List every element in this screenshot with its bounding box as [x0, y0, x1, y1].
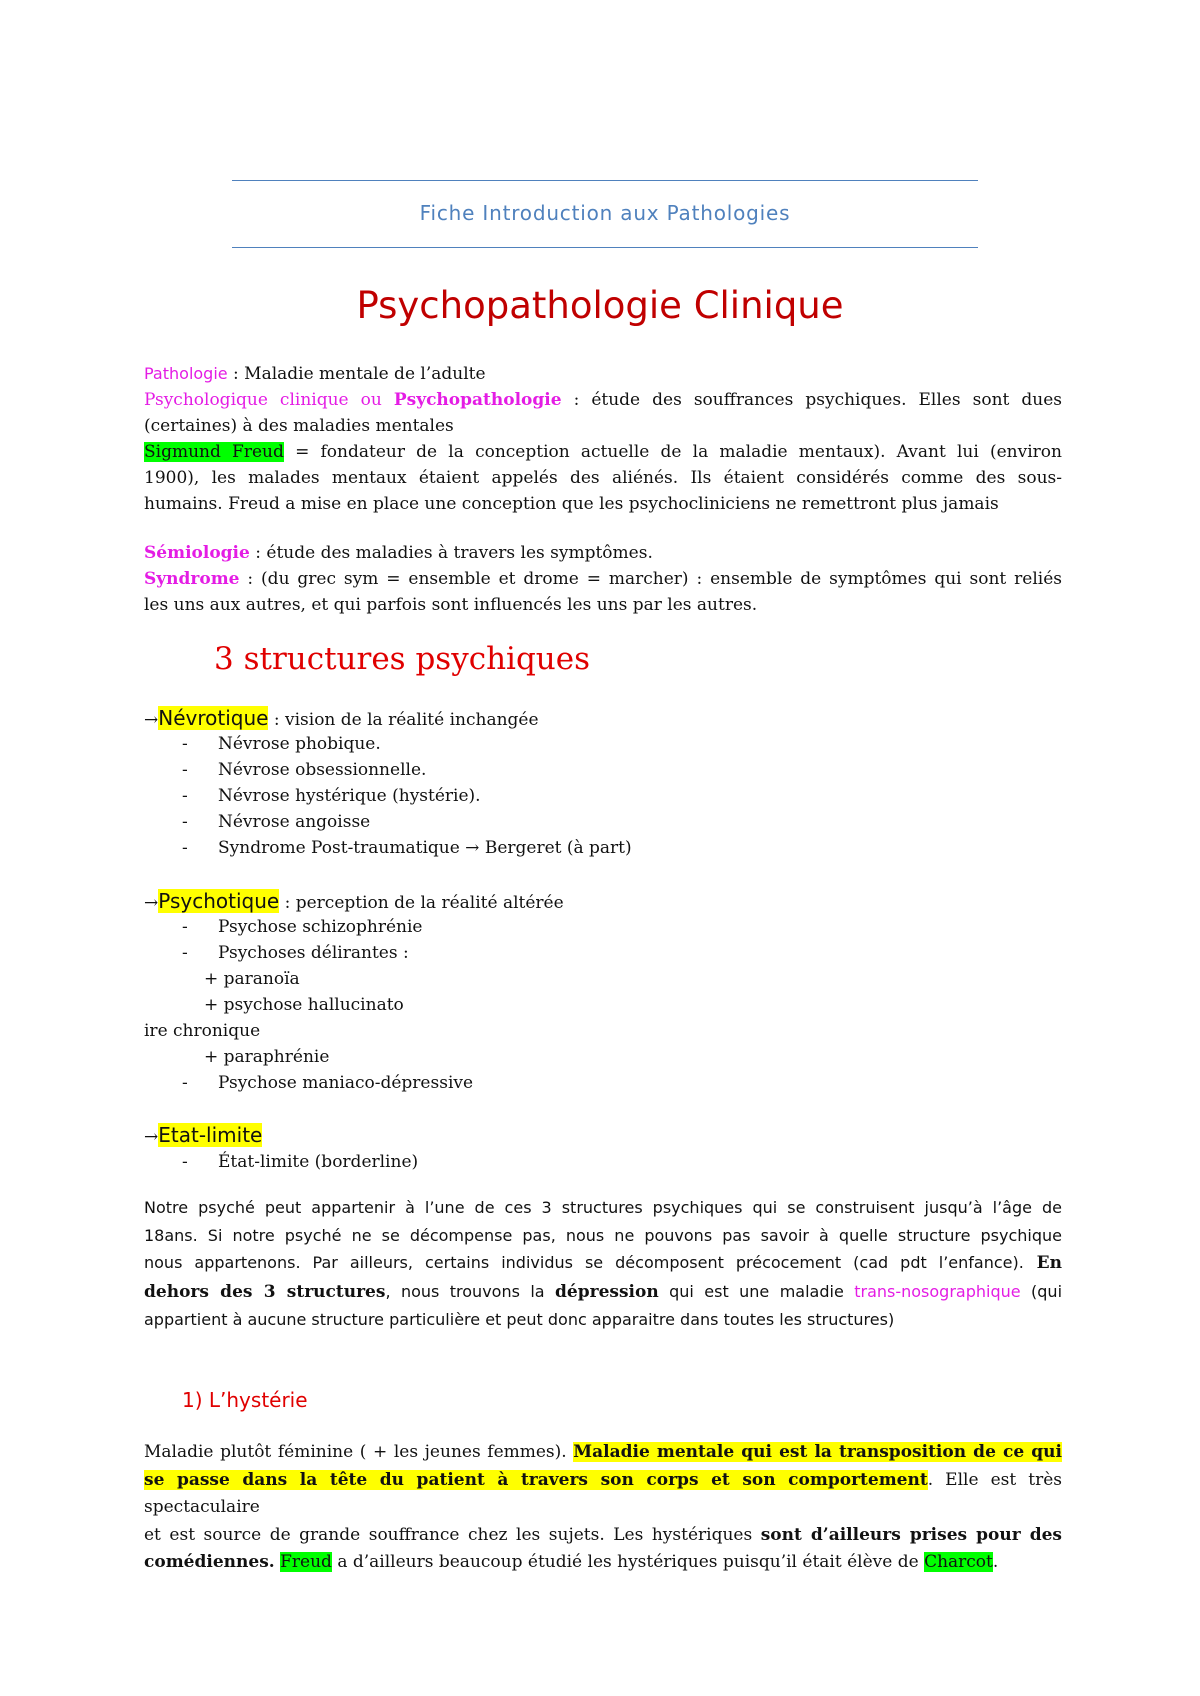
- structure-psychotique: →Psychotique : perception de la réalité altérée: [144, 889, 564, 913]
- definition-psychopathologie: Psychologique clinique ou Psychopathologie : étude des souffrances psychiques. Elles sont dues (certaines) à des maladies mentales: [144, 390, 1062, 436]
- list-item: - Psychoses délirantes :: [182, 943, 409, 963]
- structure-nevrotique: →Névrotique : vision de la réalité inchangée: [144, 706, 539, 730]
- structures-heading: 3 structures psychiques: [214, 641, 591, 677]
- structures-paragraph: Notre psyché peut appartenir à l’une de ces 3 structures psychiques qui se construisent jusqu’à l’âge de 18ans. Si notre psyché ne se décompense pas, nous ne pouvons pas savoir à quelle structure psychique nous appartenons. Par ailleurs, certains individus se décomposent précocement (cad pdt l’enfance). En dehors des 3 structures, nous trouvons la dépression qui est une maladie trans-nosographique (qui appartient à aucune structure particulière et peut donc apparaitre dans toutes les structures): [144, 1198, 1063, 1329]
- definition-semiologie: Sémiologie : étude des maladies à travers les symptômes.: [144, 543, 653, 563]
- term-pathologie: Pathologie: [144, 364, 228, 383]
- sub-list-item: + paranoïa: [204, 969, 300, 989]
- list-item: - Syndrome Post-traumatique → Bergeret (à part): [182, 838, 632, 858]
- list-item: - Névrose angoisse: [182, 812, 371, 832]
- term-semiologie: Sémiologie: [144, 543, 250, 563]
- definition-freud: Sigmund Freud = fondateur de la conception actuelle de la maladie mentaux). Avant lui (environ 1900), les malades mentaux étaient appelés des aliénés. Ils étaient considérés comme des sous- humains. Freud a mise en place une conception que les psychocliniciens ne remettront plus jamais: [144, 442, 1062, 514]
- list-item: - Psychose schizophrénie: [182, 917, 423, 937]
- arrow-icon: →: [144, 893, 159, 913]
- list-item: - Névrose phobique.: [182, 734, 381, 754]
- term-psychopathologie: Psychopathologie: [393, 390, 562, 410]
- sub-list-item: + paraphrénie: [204, 1047, 330, 1067]
- list-item: - État-limite (borderline): [182, 1152, 419, 1172]
- header-top-rule: [232, 180, 978, 181]
- section-heading-hysterie: 1) L’hystérie: [182, 1388, 308, 1412]
- header-bottom-rule: [232, 247, 978, 248]
- list-item: - Névrose hystérique (hystérie).: [182, 786, 481, 806]
- term-sigmund-freud: Sigmund Freud: [144, 442, 284, 462]
- term-freud: Freud: [280, 1552, 332, 1572]
- definition-pathologie: Pathologie : Maladie mentale de l’adulte: [144, 364, 486, 384]
- structure-etat-limite: →Etat-limite: [144, 1123, 263, 1147]
- hysterie-paragraph: Maladie plutôt féminine ( + les jeunes femmes). Maladie mentale qui est la transposition de ce qui se passe dans la tête du patient à travers son corps et son comportement. Elle est très spectaculaire et est source de grande souffrance chez les sujets. Les hystériques sont d’ailleurs prises pour des comédiennes. Freud a d’ailleurs beaucoup étudié les hystériques puisqu’il était élève de Charcot.: [144, 1442, 1062, 1572]
- arrow-icon: →: [144, 710, 159, 730]
- list-item: - Psychose maniaco-dépressive: [182, 1073, 474, 1093]
- term-syndrome: Syndrome: [144, 569, 240, 589]
- document-subtitle: Fiche Introduction aux Pathologies: [419, 201, 791, 225]
- document-title: Psychopathologie Clinique: [356, 284, 844, 327]
- list-item: - Névrose obsessionnelle.: [182, 760, 427, 780]
- term-trans-nosographique: trans-nosographique: [854, 1281, 1021, 1301]
- definition-syndrome: Syndrome : (du grec sym = ensemble et drome = marcher) : ensemble de symptômes qui sont reliés les uns aux autres, et qui parfois sont influencés les uns par les autres.: [144, 569, 1062, 615]
- arrow-icon: →: [144, 1127, 159, 1147]
- sub-list-item-wrap: ire chronique: [144, 1021, 261, 1041]
- term-charcot: Charcot: [924, 1552, 993, 1572]
- sub-list-item: + psychose hallucinato: [204, 995, 404, 1015]
